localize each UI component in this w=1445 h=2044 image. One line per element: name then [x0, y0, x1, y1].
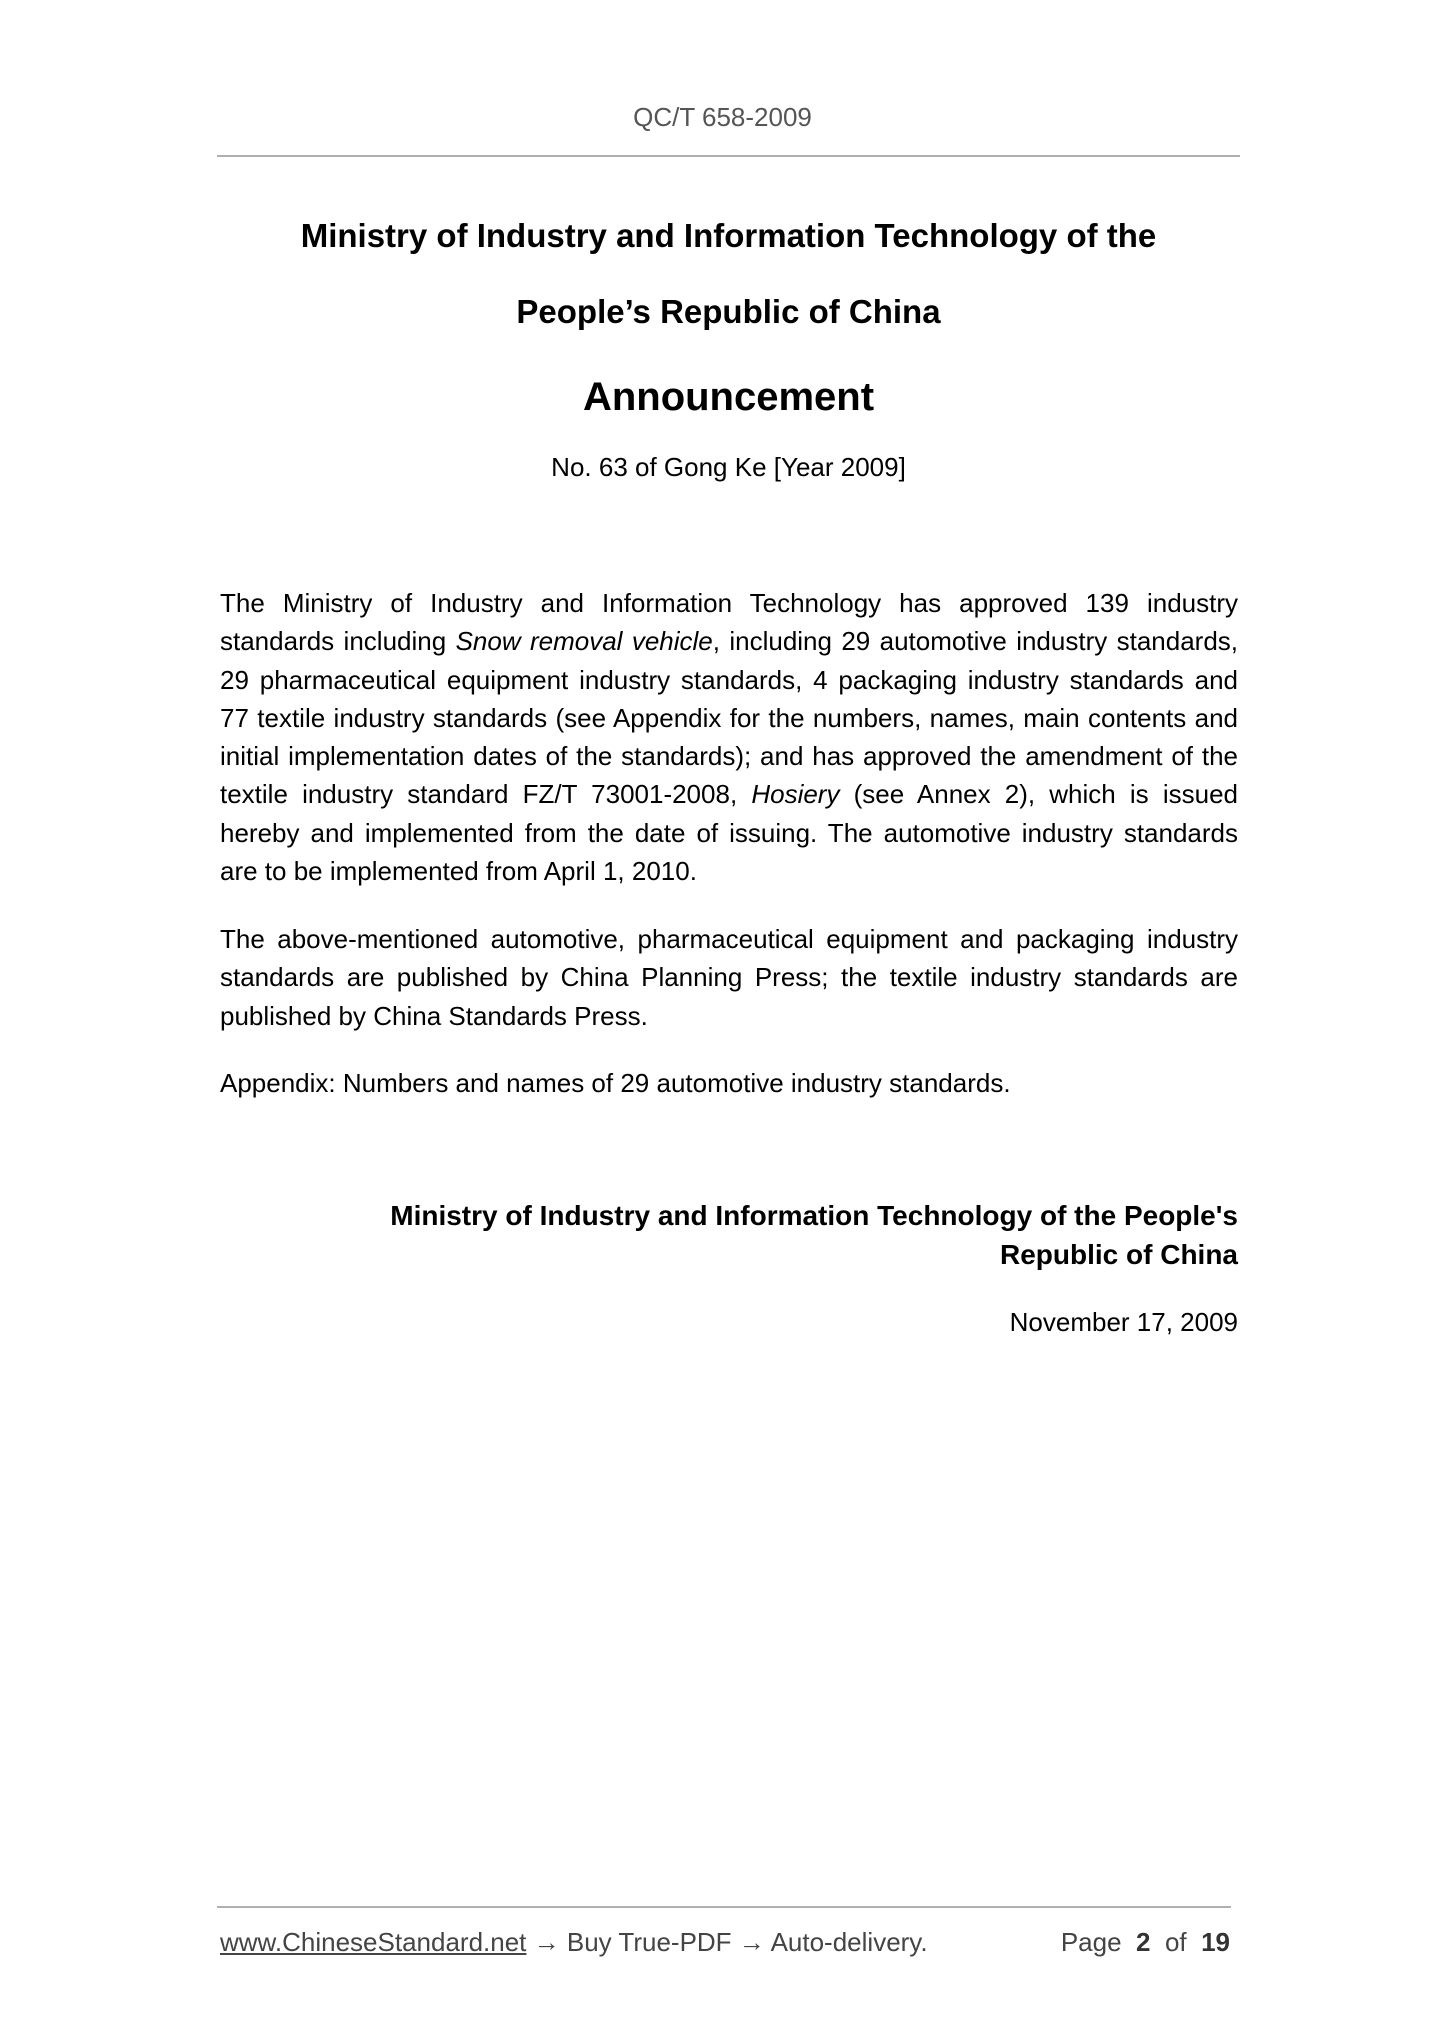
website-link[interactable]: www.ChineseStandard.net: [220, 1927, 527, 1957]
para1-italic-snow-removal: Snow removal vehicle: [455, 626, 713, 657]
title-line-1: Ministry of Industry and Information Technology of the: [300, 217, 1157, 254]
page-of: of: [1164, 1927, 1187, 1957]
para1-text-2: , including 29 automotive industry standards, 29 pharmaceutical equipment industry standards, 4 packaging industry standards and 77 textile industry standards (see Appendix for the numbers, names, main contents and initial implementation dates of the standards); and has approved the amendment of the textile industry standard FZ/T 73001-2008,: [220, 626, 1239, 810]
page-current: 2: [1136, 1927, 1151, 1957]
footer-divider: [217, 1906, 1231, 1908]
signature-date: November 17, 2009: [1009, 1307, 1238, 1337]
page-label: Page: [1060, 1927, 1122, 1957]
announcement-heading: Announcement: [582, 375, 875, 419]
body-paragraph-3: Appendix: Numbers and names of 29 automotive industry standards.: [220, 1068, 1011, 1098]
body-paragraph-2: The above-mentioned automotive, pharmaceutical equipment and packaging industry standards are published by China Planning Press; the textile industry standards are published by China Standards Press.: [220, 924, 1238, 1031]
signature-line-1: Ministry of Industry and Information Technology of the People's: [390, 1200, 1238, 1231]
page-header-code: QC/T 658-2009: [633, 102, 812, 132]
para1-text-1: The Ministry of Industry and Information Technology has approved 139 industry standards including: [220, 588, 1238, 657]
signature-block: [300, 1196, 1238, 1274]
footer-promo-text: → Buy True-PDF → Auto-delivery.: [526, 1927, 928, 1957]
announcement-number: No. 63 of Gong Ke [Year 2009]: [551, 452, 906, 482]
para1-text-3: (see Annex 2), which is issued hereby and implemented from the date of issuing. The automotive industry standards are to be implemented from April 1, 2010.: [220, 779, 1238, 887]
title-line-2: People’s Republic of China: [516, 293, 941, 330]
footer-left: [220, 1927, 928, 1958]
page-total: 19: [1201, 1927, 1230, 1957]
para1-italic-hosiery: Hosiery: [751, 779, 840, 810]
body-paragraph-1: [220, 584, 1238, 890]
signature-line-2: Republic of China: [1000, 1239, 1238, 1270]
header-divider: [217, 155, 1240, 157]
page-indicator: [1061, 1927, 1230, 1958]
